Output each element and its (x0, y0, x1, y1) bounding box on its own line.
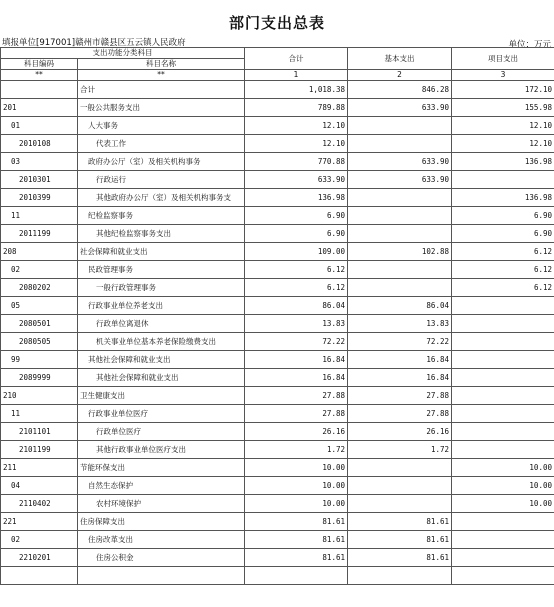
row-code: 02 (1, 261, 78, 279)
row-basic (348, 261, 452, 279)
row-total: 12.10 (245, 135, 348, 153)
header-project: 项目支出 (452, 48, 554, 70)
table-row (1, 369, 554, 387)
row-code: 211 (1, 459, 78, 477)
row-total: 10.00 (245, 477, 348, 495)
row-project (452, 405, 554, 423)
table-row (1, 513, 554, 531)
row-project (452, 369, 554, 387)
row-total: 1,018.38 (245, 81, 348, 99)
table-row (1, 405, 554, 423)
row-code: 11 (1, 207, 78, 225)
row-name: 行政事业单位医疗 (78, 405, 245, 423)
table-row (1, 243, 554, 261)
row-name: 行政单位医疗 (78, 423, 245, 441)
row-name: 人大事务 (78, 117, 245, 135)
row-basic (348, 135, 452, 153)
row-code: 208 (1, 243, 78, 261)
row-project: 172.10 (452, 81, 554, 99)
row-project (452, 441, 554, 459)
row-basic: 102.88 (348, 243, 452, 261)
row-total: 27.88 (245, 387, 348, 405)
row-name: 节能环保支出 (78, 459, 245, 477)
row-code: 04 (1, 477, 78, 495)
row-code: 2010399 (1, 189, 78, 207)
page-title: 部门支出总表 (228, 14, 325, 32)
row-total: 6.90 (245, 207, 348, 225)
row-basic (348, 189, 452, 207)
table-row (1, 495, 554, 513)
row-project: 10.00 (452, 495, 554, 513)
row-project: 6.12 (452, 261, 554, 279)
header-index-2: 2 (348, 70, 452, 81)
row-total: 6.12 (245, 261, 348, 279)
row-code: 210 (1, 387, 78, 405)
header-name: 科目名称 (78, 59, 245, 70)
row-total: 13.83 (245, 315, 348, 333)
row-basic: 81.61 (348, 531, 452, 549)
row-code: 2110402 (1, 495, 78, 513)
row-name: 政府办公厅（室）及相关机构事务 (78, 153, 245, 171)
row-total: 86.04 (245, 297, 348, 315)
row-total: 770.88 (245, 153, 348, 171)
table-row (1, 567, 554, 585)
row-total: 6.12 (245, 279, 348, 297)
row-code: 201 (1, 99, 78, 117)
row-code: 2101199 (1, 441, 78, 459)
header-basic: 基本支出 (348, 48, 452, 70)
row-total: 72.22 (245, 333, 348, 351)
row-code: 01 (1, 117, 78, 135)
table-row (1, 117, 554, 135)
row-name: 一般行政管理事务 (78, 279, 245, 297)
row-project (452, 297, 554, 315)
row-project (452, 315, 554, 333)
row-basic: 13.83 (348, 315, 452, 333)
table-row (1, 189, 554, 207)
row-total: 26.16 (245, 423, 348, 441)
expenditure-table (0, 47, 554, 585)
row-project (452, 351, 554, 369)
row-project (452, 513, 554, 531)
row-total (245, 567, 348, 585)
row-basic: 72.22 (348, 333, 452, 351)
row-code: 2080501 (1, 315, 78, 333)
reporting-unit: 填报单位[917001]赣州市赣县区五云镇人民政府 (2, 38, 186, 48)
row-name: 其他社会保障和就业支出 (78, 369, 245, 387)
table-row (1, 477, 554, 495)
row-code: 2080202 (1, 279, 78, 297)
row-code: 2010108 (1, 135, 78, 153)
row-code: 02 (1, 531, 78, 549)
row-project: 6.12 (452, 243, 554, 261)
row-name: 行政单位离退休 (78, 315, 245, 333)
row-code: 2010301 (1, 171, 78, 189)
row-project: 10.00 (452, 477, 554, 495)
row-code: 2089999 (1, 369, 78, 387)
row-total: 81.61 (245, 549, 348, 567)
table-row (1, 549, 554, 567)
row-project (452, 531, 554, 549)
row-basic: 26.16 (348, 423, 452, 441)
row-total: 81.61 (245, 531, 348, 549)
table-row (1, 225, 554, 243)
row-name: 住房公积金 (78, 549, 245, 567)
row-basic: 633.90 (348, 153, 452, 171)
table-row (1, 261, 554, 279)
row-name: 住房改革支出 (78, 531, 245, 549)
row-basic: 81.61 (348, 549, 452, 567)
row-basic (348, 117, 452, 135)
row-name: 行政运行 (78, 171, 245, 189)
row-project: 136.98 (452, 153, 554, 171)
row-total: 81.61 (245, 513, 348, 531)
row-code (1, 81, 78, 99)
row-project (452, 387, 554, 405)
row-basic: 16.84 (348, 351, 452, 369)
row-project (452, 171, 554, 189)
row-name: 农村环境保护 (78, 495, 245, 513)
row-project (452, 333, 554, 351)
table-row (1, 153, 554, 171)
header-code: 科目编码 (1, 59, 78, 70)
table-row (1, 459, 554, 477)
row-basic (348, 495, 452, 513)
table-row (1, 207, 554, 225)
row-name (78, 567, 245, 585)
row-name: 代表工作 (78, 135, 245, 153)
header-index-star1: ** (1, 70, 78, 81)
row-total: 16.84 (245, 351, 348, 369)
row-code: 03 (1, 153, 78, 171)
row-total: 16.84 (245, 369, 348, 387)
row-basic (348, 459, 452, 477)
header-total: 合计 (245, 48, 348, 70)
row-basic: 1.72 (348, 441, 452, 459)
row-code: 05 (1, 297, 78, 315)
row-name: 其他社会保障和就业支出 (78, 351, 245, 369)
row-project: 12.10 (452, 135, 554, 153)
table-row (1, 99, 554, 117)
table-row (1, 423, 554, 441)
table-row (1, 171, 554, 189)
table-row (1, 441, 554, 459)
row-basic (348, 207, 452, 225)
row-basic (348, 567, 452, 585)
row-basic: 27.88 (348, 387, 452, 405)
table-row (1, 297, 554, 315)
row-code (1, 567, 78, 585)
row-total: 109.00 (245, 243, 348, 261)
table-row (1, 333, 554, 351)
row-basic (348, 225, 452, 243)
row-basic: 633.90 (348, 99, 452, 117)
row-name: 卫生健康支出 (78, 387, 245, 405)
row-code: 2011199 (1, 225, 78, 243)
row-name: 住房保障支出 (78, 513, 245, 531)
row-basic (348, 477, 452, 495)
row-basic: 633.90 (348, 171, 452, 189)
row-basic: 16.84 (348, 369, 452, 387)
row-project: 10.00 (452, 459, 554, 477)
row-project (452, 567, 554, 585)
row-code: 2080505 (1, 333, 78, 351)
row-total: 6.90 (245, 225, 348, 243)
row-basic: 846.28 (348, 81, 452, 99)
row-code: 2101101 (1, 423, 78, 441)
row-code: 2210201 (1, 549, 78, 567)
row-name: 自然生态保护 (78, 477, 245, 495)
row-project: 6.90 (452, 225, 554, 243)
table-body (1, 81, 554, 585)
row-name: 一般公共服务支出 (78, 99, 245, 117)
row-name: 其他行政事业单位医疗支出 (78, 441, 245, 459)
row-name: 纪检监察事务 (78, 207, 245, 225)
row-total: 10.00 (245, 495, 348, 513)
row-project (452, 423, 554, 441)
row-total: 136.98 (245, 189, 348, 207)
row-project (452, 549, 554, 567)
row-project: 6.12 (452, 279, 554, 297)
row-basic: 86.04 (348, 297, 452, 315)
row-name: 其他纪检监察事务支出 (78, 225, 245, 243)
table-row (1, 279, 554, 297)
header-index-3: 3 (452, 70, 554, 81)
table-row (1, 81, 554, 99)
row-basic: 27.88 (348, 405, 452, 423)
table-row (1, 135, 554, 153)
row-project: 12.10 (452, 117, 554, 135)
header-index-1: 1 (245, 70, 348, 81)
currency-unit: 单位：万元 (508, 40, 551, 50)
header-func-group: 支出功能分类科目 (1, 48, 245, 59)
row-total: 633.90 (245, 171, 348, 189)
row-project: 155.98 (452, 99, 554, 117)
row-basic: 81.61 (348, 513, 452, 531)
row-code: 99 (1, 351, 78, 369)
row-name: 合计 (78, 81, 245, 99)
row-total: 12.10 (245, 117, 348, 135)
row-total: 27.88 (245, 405, 348, 423)
table-row (1, 315, 554, 333)
table-row (1, 531, 554, 549)
table-row (1, 351, 554, 369)
row-name: 机关事业单位基本养老保险缴费支出 (78, 333, 245, 351)
row-project: 6.90 (452, 207, 554, 225)
row-name: 行政事业单位养老支出 (78, 297, 245, 315)
row-total: 789.88 (245, 99, 348, 117)
row-project: 136.98 (452, 189, 554, 207)
header-index-star2: ** (78, 70, 245, 81)
table-row (1, 387, 554, 405)
row-name: 其他政府办公厅（室）及相关机构事务支 (78, 189, 245, 207)
row-code: 11 (1, 405, 78, 423)
row-total: 1.72 (245, 441, 348, 459)
row-basic (348, 279, 452, 297)
row-name: 社会保障和就业支出 (78, 243, 245, 261)
row-name: 民政管理事务 (78, 261, 245, 279)
row-code: 221 (1, 513, 78, 531)
row-total: 10.00 (245, 459, 348, 477)
